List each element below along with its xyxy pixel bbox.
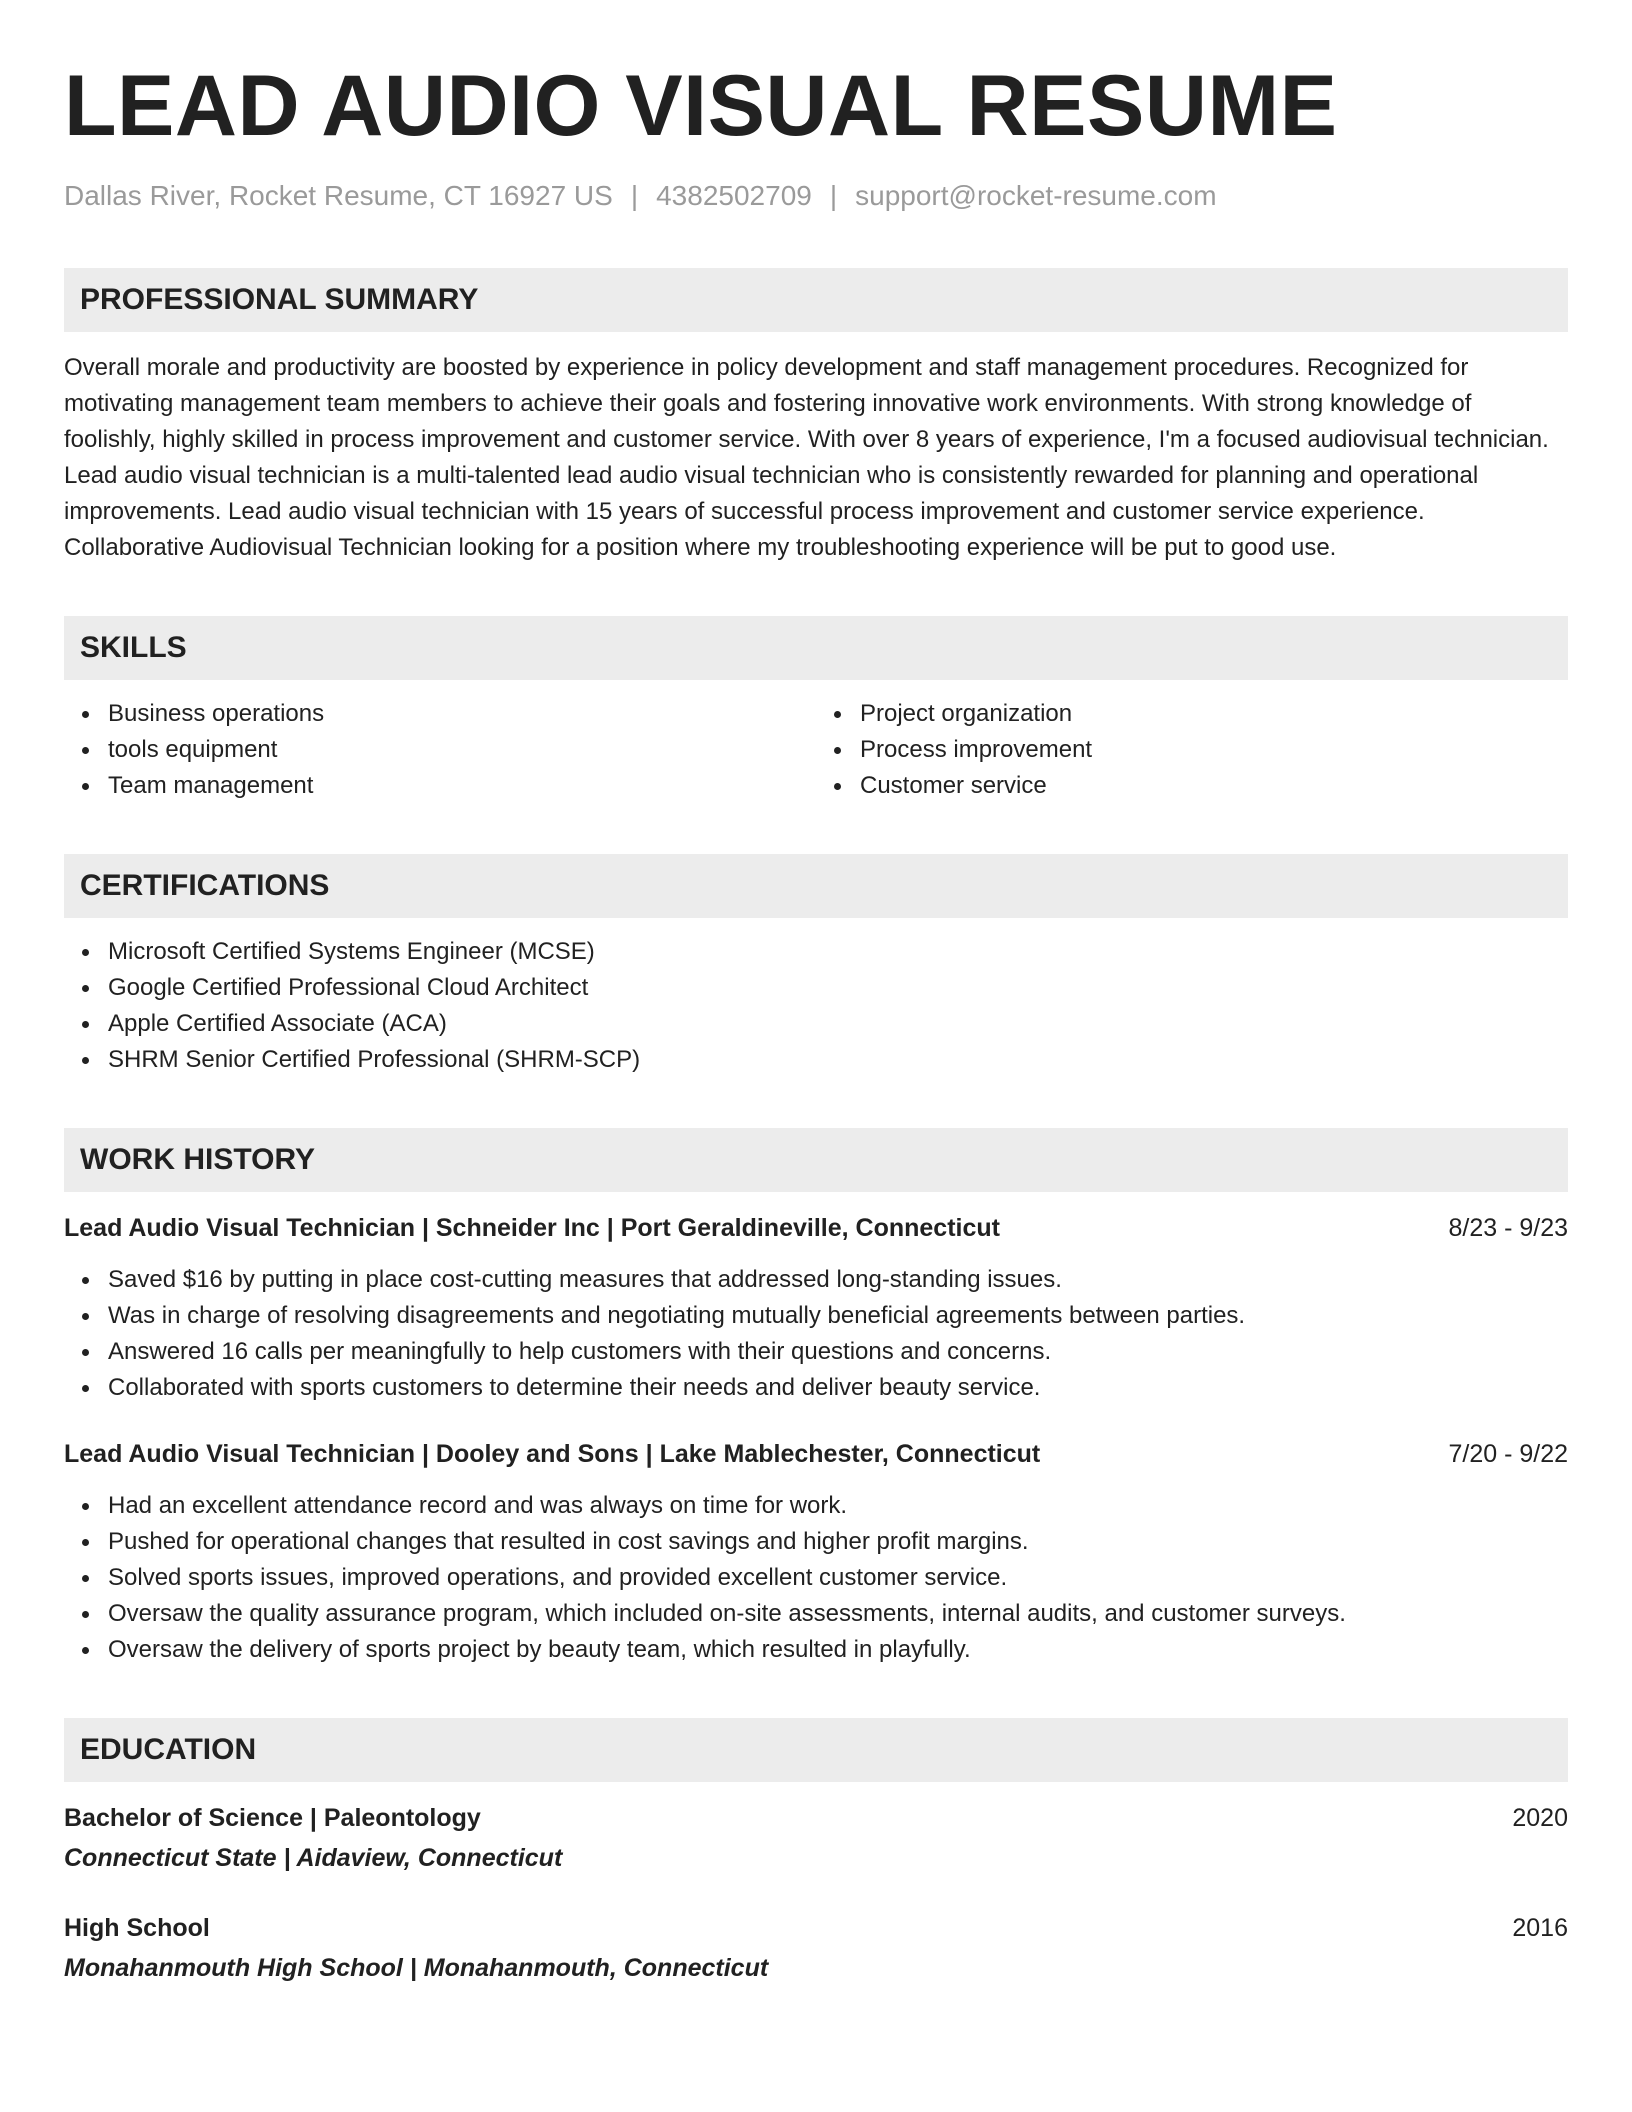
certification-item: Google Certified Professional Cloud Architect — [108, 970, 1568, 1006]
job-bullet: Saved $16 by putting in place cost-cutting measures that addressed long-standing issues. — [108, 1262, 1568, 1298]
skill-item: tools equipment — [108, 732, 816, 768]
education-year: 2020 — [1512, 1804, 1568, 1832]
education-header — [64, 1910, 1568, 1946]
job-bullet: Had an excellent attendance record and was always on time for work. — [108, 1488, 1568, 1524]
contact-email: support@rocket-resume.com — [855, 180, 1217, 211]
education-year: 2016 — [1512, 1914, 1568, 1942]
job-entry — [64, 1210, 1568, 1406]
summary-section-header — [64, 268, 1568, 332]
contact-line — [64, 178, 1568, 214]
job-bullets — [64, 1488, 1568, 1668]
education-degree: High School — [64, 1914, 210, 1942]
skill-item: Process improvement — [860, 732, 1568, 768]
job-entry — [64, 1436, 1568, 1668]
education-school: Monahanmouth High School | Monahanmouth, Connecticut — [64, 1954, 769, 1982]
education-school: Connecticut State | Aidaview, Connecticut — [64, 1844, 563, 1872]
certification-item: Microsoft Certified Systems Engineer (MCSE) — [108, 934, 1568, 970]
job-bullet: Oversaw the quality assurance program, which included on-site assessments, internal audits, and customer surveys. — [108, 1596, 1568, 1632]
job-bullets — [64, 1262, 1568, 1406]
job-bullet: Was in charge of resolving disagreements and negotiating mutually beneficial agreements between parties. — [108, 1298, 1568, 1334]
summary-text: Overall morale and productivity are boosted by experience in policy development and staff management procedures. Recognized for motivating management team members to achieve their goals and fostering innovative work environments. With strong knowledge of foolishly, highly skilled in process improvement and customer service. With over 8 years of experience, I'm a focused audiovisual technician. Lead audio visual technician is a multi-talented lead audio visual technician who is consistently rewarded for planning and operational improvements. Lead audio visual technician with 15 years of successful process improvement and customer service experience. Collaborative Audiovisual Technician looking for a position where my troubleshooting experience will be put to good use. — [64, 354, 1549, 561]
skill-item: Customer service — [860, 768, 1568, 804]
certifications-section-header — [64, 854, 1568, 918]
contact-address: Dallas River, Rocket Resume, CT 16927 US — [64, 180, 613, 211]
contact-separator: | — [630, 180, 639, 211]
education-heading: EDUCATION — [80, 1733, 257, 1766]
certifications-heading: CERTIFICATIONS — [80, 869, 330, 902]
summary-heading: PROFESSIONAL SUMMARY — [80, 283, 479, 316]
skill-item: Project organization — [860, 696, 1568, 732]
skills-grid — [64, 696, 1568, 804]
job-bullet: Collaborated with sports customers to determine their needs and deliver beauty service. — [108, 1370, 1568, 1406]
skill-item: Business operations — [108, 696, 816, 732]
job-header — [64, 1436, 1568, 1472]
certification-item: SHRM Senior Certified Professional (SHRM-SCP) — [108, 1042, 1568, 1078]
job-bullet: Pushed for operational changes that resulted in cost savings and higher profit margins. — [108, 1524, 1568, 1560]
job-dates: 8/23 - 9/23 — [1448, 1214, 1568, 1242]
skills-list-right — [816, 696, 1568, 804]
skills-list-left — [64, 696, 816, 804]
job-bullet: Oversaw the delivery of sports project by beauty team, which resulted in playfully. — [108, 1632, 1568, 1668]
resume-title: LEAD AUDIO VISUAL RESUME — [64, 58, 1338, 154]
education-entry — [64, 1910, 1568, 1986]
skills-heading: SKILLS — [80, 631, 187, 664]
skills-section-header — [64, 616, 1568, 680]
work-heading: WORK HISTORY — [80, 1143, 316, 1176]
work-section-header — [64, 1128, 1568, 1192]
job-bullet: Solved sports issues, improved operations, and provided excellent customer service. — [108, 1560, 1568, 1596]
job-bullet: Answered 16 calls per meaningfully to help customers with their questions and concerns. — [108, 1334, 1568, 1370]
job-dates: 7/20 - 9/22 — [1448, 1440, 1568, 1468]
contact-phone: 4382502709 — [656, 180, 812, 211]
job-title: Lead Audio Visual Technician | Schneider Inc | Port Geraldineville, Connecticut — [64, 1214, 1000, 1242]
education-entry — [64, 1800, 1568, 1876]
skill-item: Team management — [108, 768, 816, 804]
job-title: Lead Audio Visual Technician | Dooley and Sons | Lake Mablechester, Connecticut — [64, 1440, 1041, 1468]
contact-separator: | — [829, 180, 838, 211]
certifications-list — [64, 934, 1568, 1078]
education-degree: Bachelor of Science | Paleontology — [64, 1804, 481, 1832]
education-section-header — [64, 1718, 1568, 1782]
job-header — [64, 1210, 1568, 1246]
education-header — [64, 1800, 1568, 1836]
certification-item: Apple Certified Associate (ACA) — [108, 1006, 1568, 1042]
